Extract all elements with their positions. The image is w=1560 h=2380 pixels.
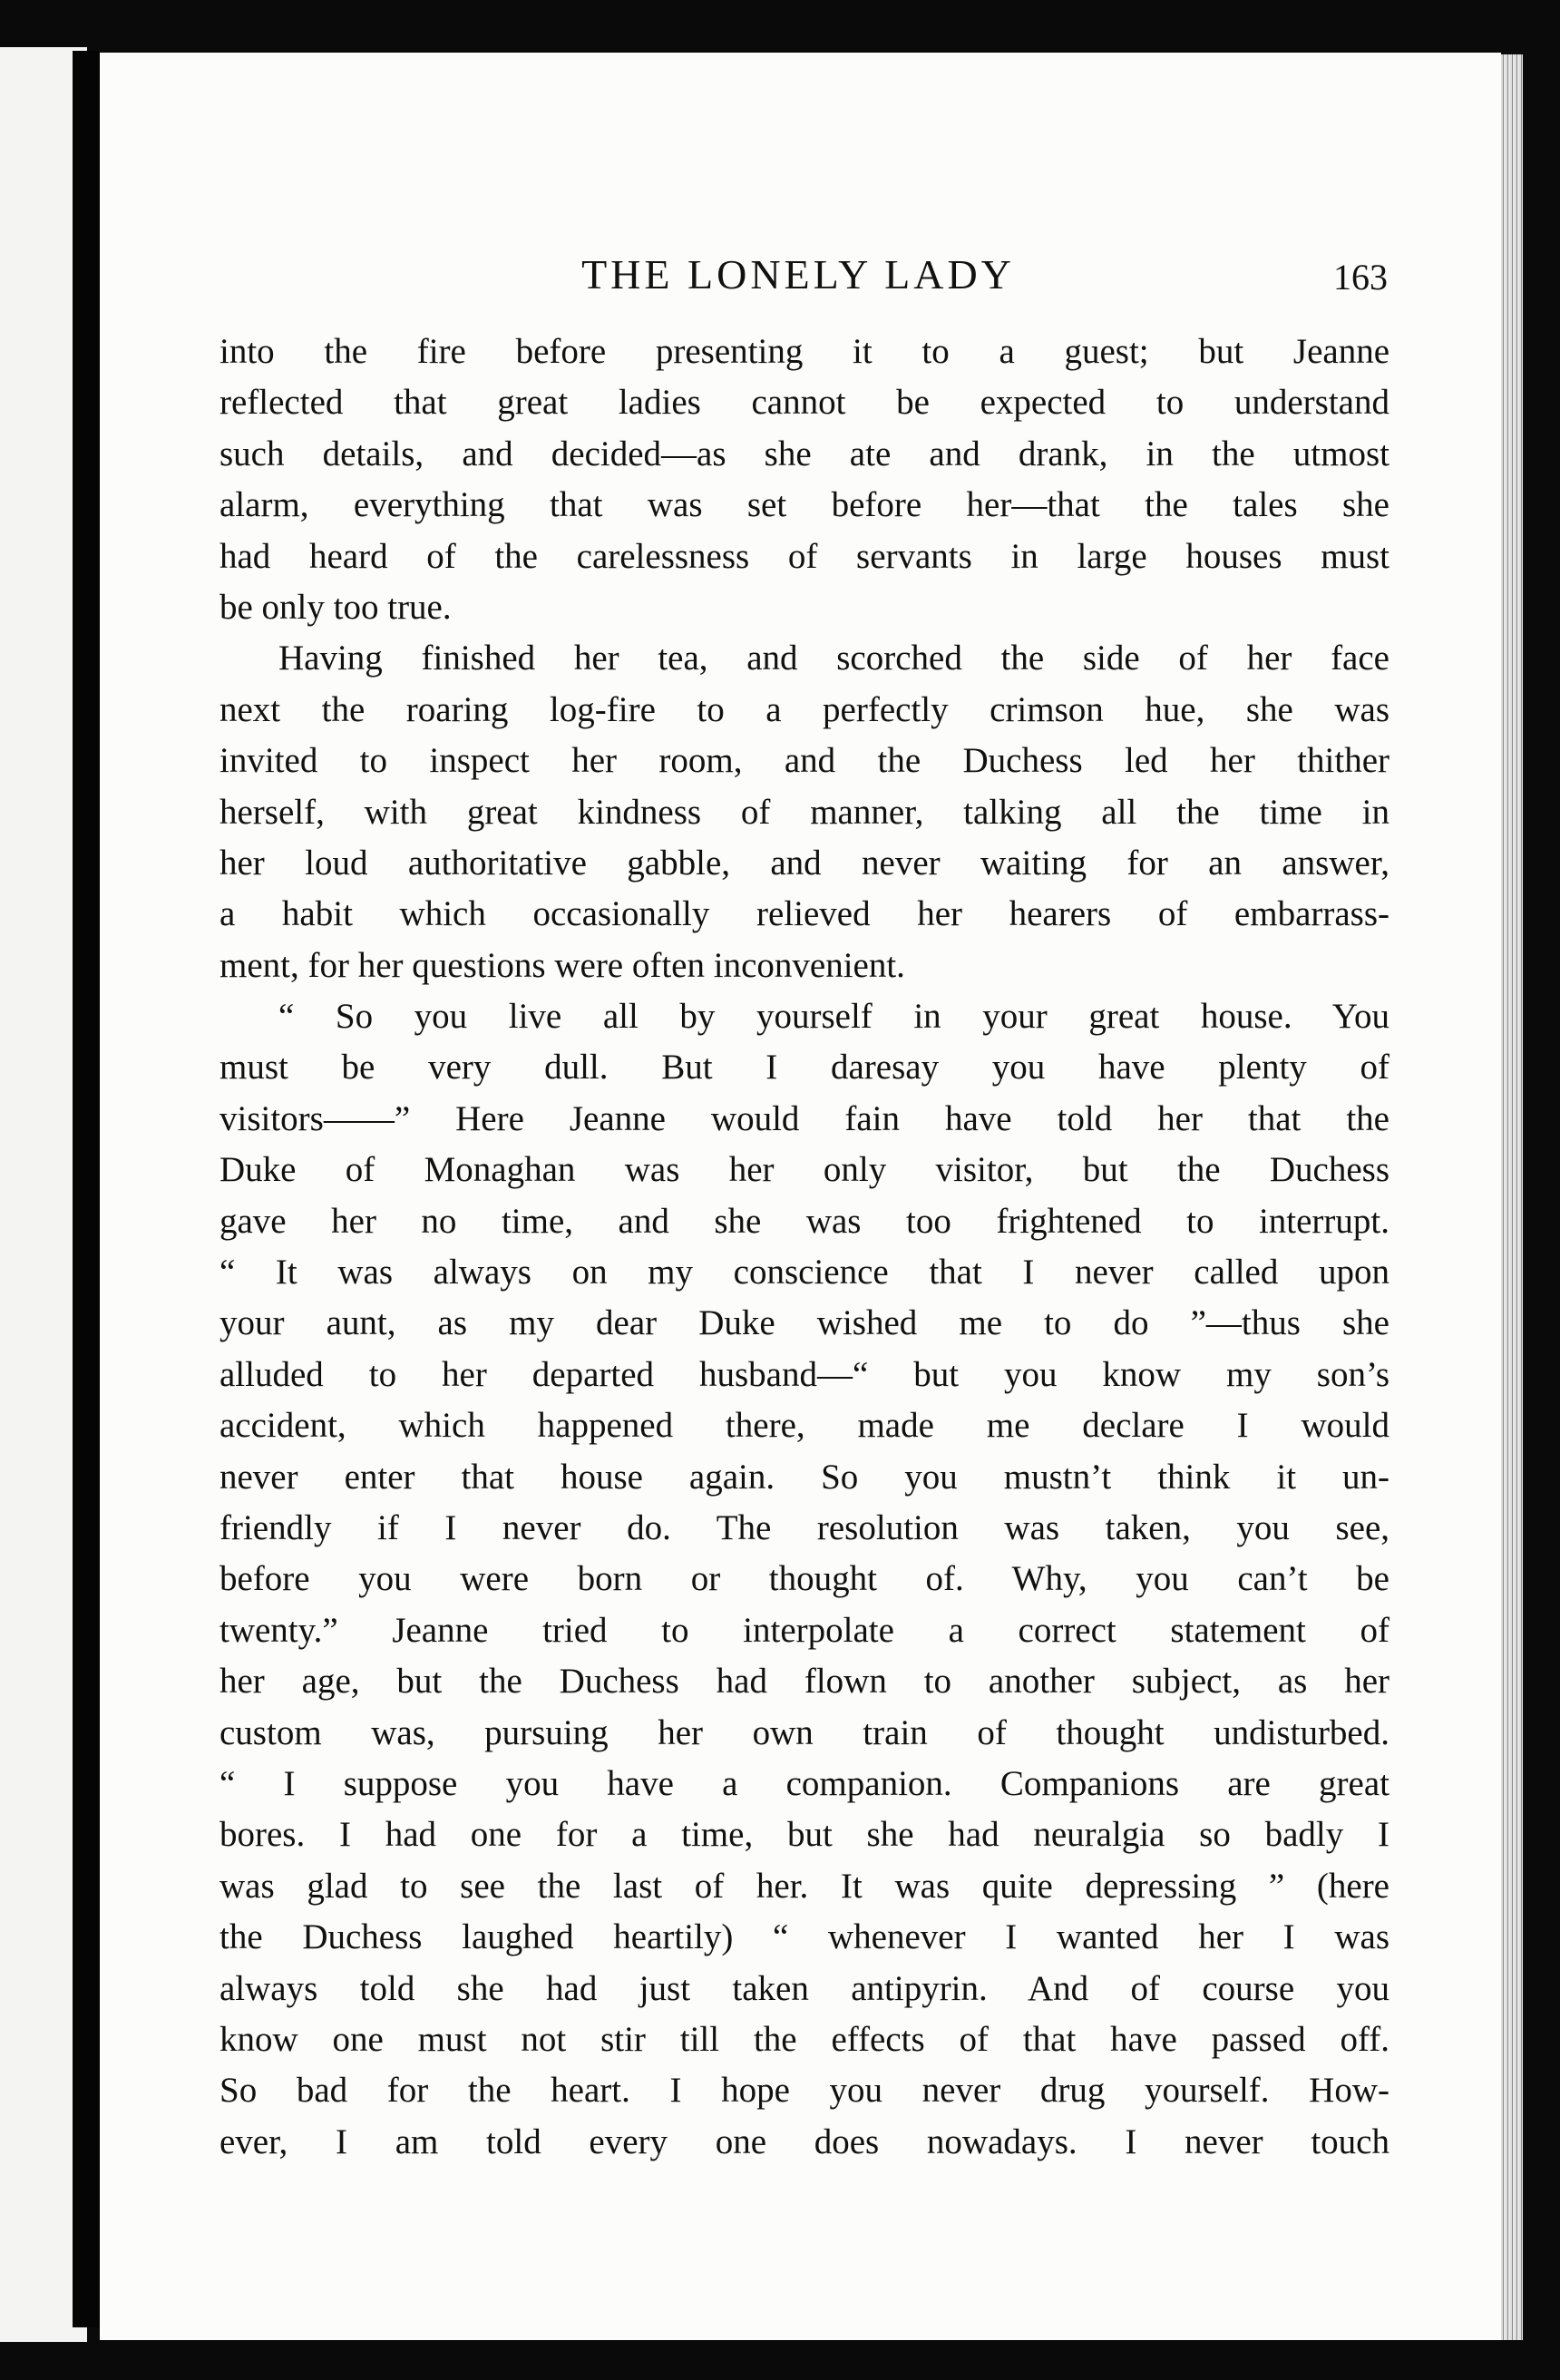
text-line: reflected that great ladies cannot be expected to understand [219,383,1389,423]
text-line: your aunt, as my dear Duke wished me to do ”—thus she [219,1303,1389,1343]
text-line: next the roaring log-fire to a perfectly crimson hue, she was [219,689,1389,729]
text-line: before you were born or thought of. Why, you can’t be [219,1559,1389,1599]
text-line: invited to inspect her room, and the Duchess led her thither [219,741,1389,781]
page-number: 163 [1333,257,1388,298]
text-line: a habit which occasionally relieved her hearers of embarrass- [219,894,1389,934]
text-line: such details, and decided—as she ate and drank, in the utmost [219,434,1389,473]
text-line: twenty.” Jeanne tried to interpolate a correct statement of [219,1610,1389,1650]
text-line: ever, I am told every one does nowadays. I never touch [219,2122,1389,2161]
text-line: her age, but the Duchess had flown to another subject, as her [219,1662,1389,1702]
text-line: So bad for the heart. I hope you never drug yourself. How- [219,2071,1389,2111]
text-line: custom was, pursuing her own train of thought undisturbed. [219,1712,1389,1752]
text-line: had heard of the carelessness of servants in large houses must [219,536,1389,576]
book-gutter [73,51,100,2327]
text-line: visitors——” Here Jeanne would fain have told her that the [219,1098,1389,1138]
text-line: must be very dull. But I daresay you have plenty of [219,1048,1389,1088]
text-line: “ It was always on my conscience that I never called upon [219,1253,1389,1292]
text-line: into the fire before presenting it to a guest; but Jeanne [219,332,1389,371]
book-page [100,53,1501,2340]
text-line: be only too true. [219,587,452,627]
body-text [219,327,1389,2168]
text-line: know one must not stir till the effects of that have passed off. [219,2019,1389,2059]
text-line: ment, for her questions were often inconvenient. [219,945,905,985]
text-line: alarm, everything that was set before her—that the tales she [219,485,1389,525]
page-stack-edge [1501,54,1523,2340]
text-line: herself, with great kindness of manner, talking all the time in [219,792,1389,832]
text-line: accident, which happened there, made me declare I would [219,1406,1389,1446]
page-header [100,250,1501,314]
text-line: gave her no time, and she was too frightened to interrupt. [219,1201,1389,1241]
text-line: the Duchess laughed heartily) “ whenever I wanted her I was [219,1917,1389,1957]
text-line: “ I suppose you have a companion. Companions are great [219,1763,1389,1803]
text-line: never enter that house again. So you mustn’t think it un- [219,1457,1389,1497]
text-line: friendly if I never do. The resolution was taken, you see, [219,1507,1389,1547]
text-line: alluded to her departed husband—“ but you know my son’s [219,1354,1389,1394]
text-line: was glad to see the last of her. It was quite depressing ” (here [219,1866,1389,1906]
text-line: bores. I had one for a time, but she had neuralgia so badly I [219,1815,1389,1855]
text-line: “ So you live all by yourself in your great house. You [278,997,1389,1037]
text-line: Duke of Monaghan was her only visitor, but the Duchess [219,1150,1389,1190]
text-line: her loud authoritative gabble, and never waiting for an answer, [219,843,1389,883]
text-line: always told she had just taken antipyrin. And of course you [219,1968,1389,2008]
running-title: THE LONELY LADY [581,251,1015,298]
text-line: Having finished her tea, and scorched the side of her face [278,639,1389,678]
